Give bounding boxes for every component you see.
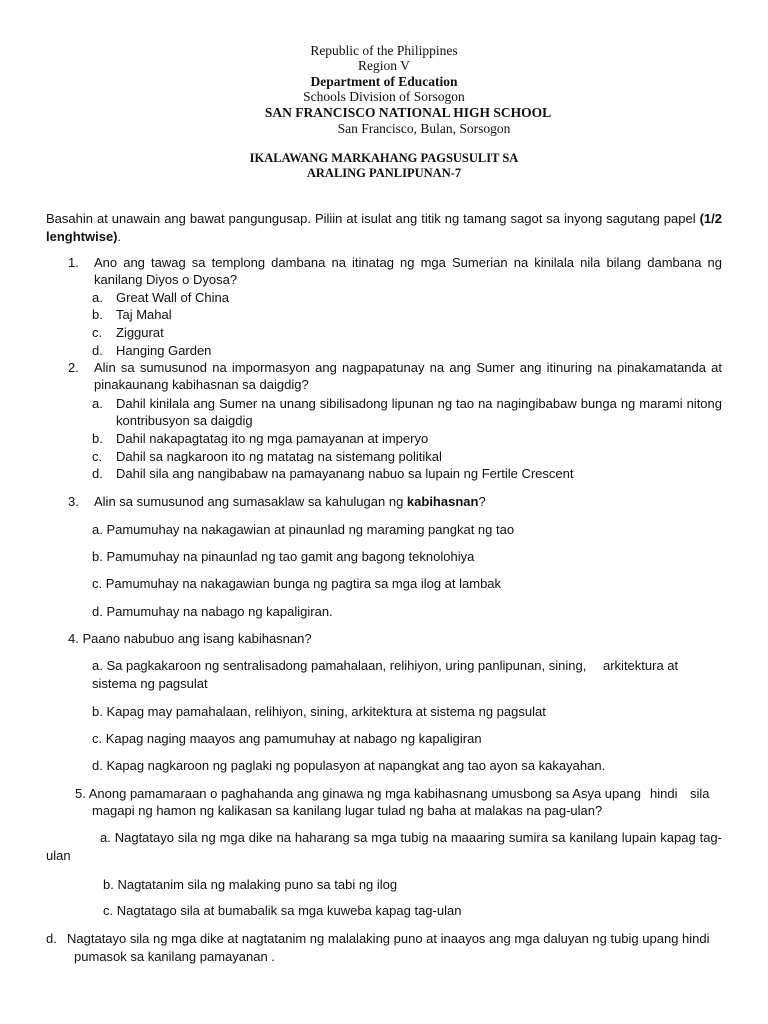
header-department: Department of Education (310, 74, 458, 89)
q1-option-d (92, 342, 211, 359)
q1-option-b (92, 306, 172, 323)
option-letter: c. (92, 449, 103, 464)
header-school-name: SAN FRANCISCO NATIONAL HIGH SCHOOL (264, 105, 552, 120)
instructions-bold: (1/2 lenghtwise) (46, 211, 722, 244)
option-text: Ziggurat (116, 325, 164, 340)
q5-option-d (46, 930, 722, 966)
q4-option-b: b. Kapag may pamahalaan, relihiyon, sining, arkitektura at sistema ng pagsulat (92, 704, 546, 719)
option-letter: a. (92, 290, 103, 305)
q2-option-a (92, 395, 722, 429)
exam-title-line2: ARALING PANLIPUNAN-7 (306, 166, 462, 180)
option-letter: d. (92, 343, 103, 358)
question-2-number: 2. (68, 360, 79, 375)
q3-option-b: b. Pamumuhay na pinaunlad ng tao gamit ang bagong teknolohiya (92, 549, 475, 564)
question-3-text-pre: Alin sa sumusunod ang sumasaklaw sa kahulugan ng (94, 494, 407, 509)
q4-option-a-line2: sistema ng pagsulat (92, 676, 208, 691)
q4-option-a-line1-end: arkitektura at (603, 658, 679, 673)
q3-option-d: d. Pamumuhay na nabago ng kapaligiran. (92, 604, 333, 619)
q1-option-c (92, 324, 164, 341)
exam-title-line1: IKALAWANG MARKAHANG PAGSUSULIT SA (249, 151, 519, 165)
q3-option-c: c. Pamumuhay na nakagawian bunga ng pagtira sa mga ilog at lambak (92, 576, 502, 591)
question-5-line2: magapi ng hamon ng kalikasan sa kanilang lugar tulad ng baha at malakas na pag-ulan? (92, 803, 603, 818)
question-1-text: Ano ang tawag sa templong dambana na itinatag ng mga Sumerian na kinilala nila bilang dambana ng kanilang Diyos o Dyosa? (94, 255, 722, 287)
q5-option-a: a. Nagtatayo sila ng mga dike na haharang sa mga tubig na maaaring sumira sa kanilang lupain kapag tag-ulan (46, 830, 722, 863)
option-text: Hanging Garden (116, 343, 212, 358)
question-4: 4. Paano nabubuo ang isang kabihasnan? (68, 631, 312, 646)
question-3-text-post: ? (478, 494, 486, 509)
question-1 (68, 254, 722, 288)
option-text: Dahil kinilala ang Sumer na unang sibilisadong lipunan ng tao na nagingibabaw bunga ng marami nitong kontribusyon sa daigdig (116, 396, 722, 428)
option-letter: b. (92, 431, 103, 446)
q2-option-b (92, 430, 428, 447)
option-letter: b. (92, 307, 103, 322)
q4-option-c: c. Kapag naging maayos ang pamumuhay at nabago ng kapaligiran (92, 731, 482, 746)
q1-option-a (92, 289, 229, 306)
q5-option-d-line2: pumasok sa kanilang pamayanan . (74, 949, 275, 964)
instructions-end: . (117, 229, 122, 244)
question-3 (68, 493, 486, 510)
instructions-text: Basahin at unawain ang bawat pangungusap. Piliin at isulat ang titik ng tamang sagot sa inyong sagutang papel (46, 211, 700, 226)
question-5-line1-c: sila (690, 786, 710, 801)
q2-option-d (92, 465, 573, 482)
q5-option-d-line1: Nagtatayo sila ng mga dike at nagtatanim ng malalaking puno at inaayos ang mga daluyan ng tubig upang hindi (67, 931, 710, 946)
question-5-line1-b: hindi (650, 786, 678, 801)
question-3-number: 3. (68, 494, 79, 509)
instructions (46, 210, 722, 246)
option-letter: c. (92, 325, 103, 340)
header-republic: Republic of the Philippines (310, 43, 458, 58)
header-school-address: San Francisco, Bulan, Sorsogon (337, 121, 511, 136)
question-3-text-bold: kabihasnan (406, 494, 479, 509)
q5-option-d-letter: d. (46, 931, 57, 946)
q5-option-b: b. Nagtatanim sila ng malaking puno sa tabi ng ilog (103, 877, 398, 892)
question-2 (68, 359, 722, 393)
q4-option-a-line1: a. Sa pagkakaroon ng sentralisadong pamahalaan, relihiyon, uring panlipunan, sining, (92, 658, 587, 673)
question-1-number: 1. (68, 255, 79, 270)
option-letter: a. (92, 396, 103, 411)
q5-option-c: c. Nagtatago sila at bumabalik sa mga kuweba kapag tag-ulan (103, 903, 462, 918)
option-text: Dahil sa nagkaroon ito ng matatag na sistemang politikal (116, 449, 442, 464)
option-text: Dahil sila ang nangibabaw na pamayanang nabuo sa lupain ng Fertile Crescent (116, 466, 574, 481)
option-text: Taj Mahal (116, 307, 172, 322)
option-text: Great Wall of China (116, 290, 229, 305)
q2-option-c (92, 448, 442, 465)
option-letter: d. (92, 466, 103, 481)
question-5-line1: 5. Anong pamamaraan o paghahanda ang ginawa ng mga kabihasnang umusbong sa Asya upang (75, 786, 641, 801)
header-division: Schools Division of Sorsogon (303, 89, 465, 104)
option-text: Dahil nakapagtatag ito ng mga pamayanan at imperyo (116, 431, 429, 446)
q3-option-a: a. Pamumuhay na nakagawian at pinaunlad ng maraming pangkat ng tao (92, 522, 515, 537)
header-region: Region V (358, 58, 410, 73)
q4-option-d: d. Kapag nagkaroon ng paglaki ng populasyon at napangkat ang tao ayon sa kakayahan. (92, 758, 606, 773)
question-2-text: Alin sa sumusunod na impormasyon ang nagpapatunay na ang Sumer ang itinuring na pinakamatanda at pinakaunang kabihasnan sa daigdig? (94, 360, 722, 392)
